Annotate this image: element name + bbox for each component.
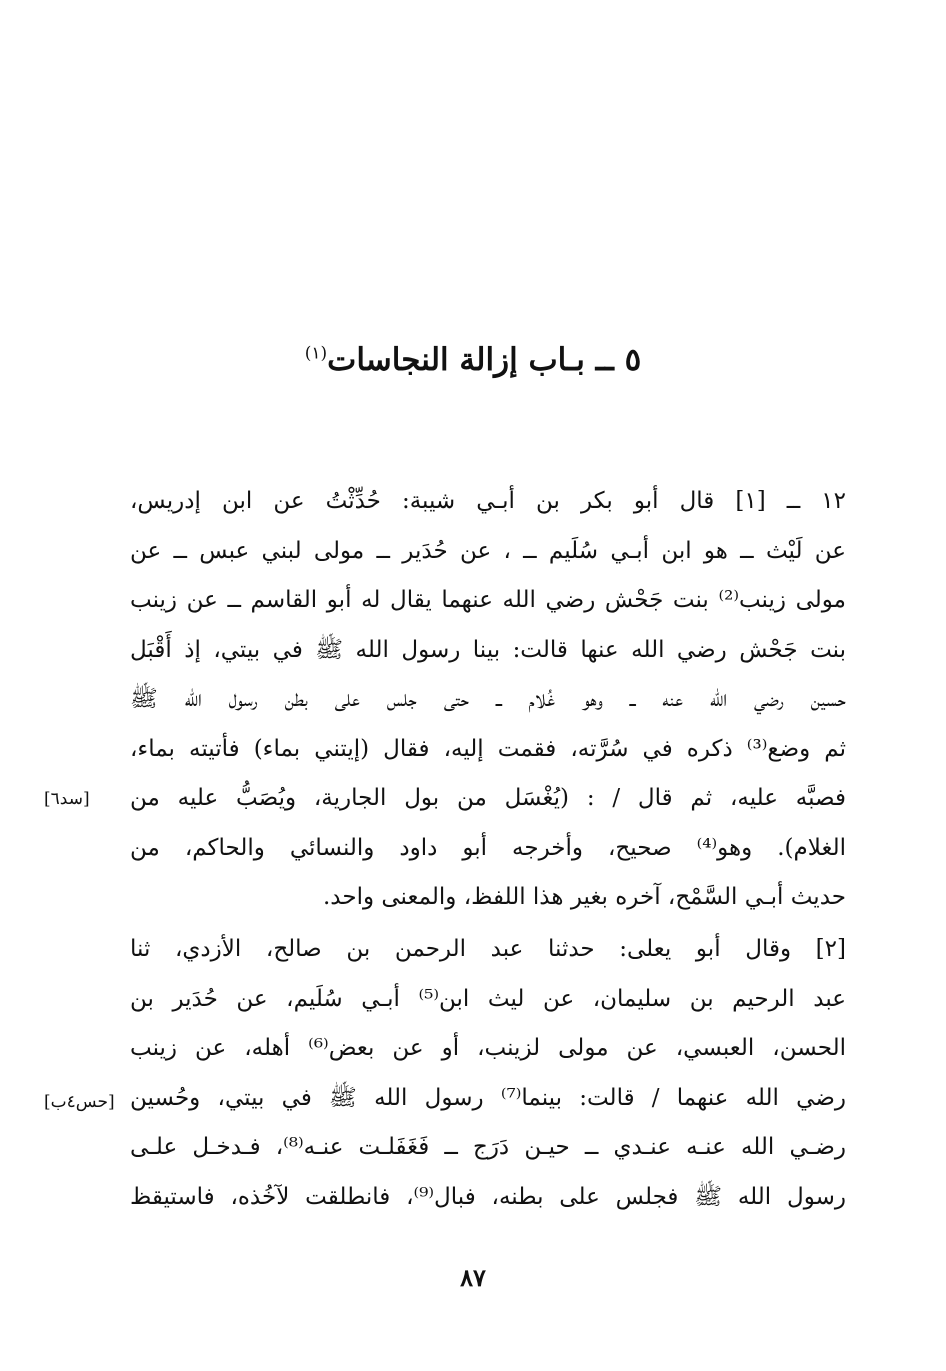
text-line: الغلام). وهو⁽⁴⁾ صحيح، وأخرجه أبو داود والنسائي والحاكم، من [130,834,846,861]
text-line: بنت جَحْش رضي الله عنها قالت: بينا رسول الله ﷺ في بيتي، إذ أَقْبَل [130,636,846,663]
text-line: حسين رضي الله عنه ــ وهو غُلام ــ حتى جلس على بطن رسول الله ﷺ [130,686,846,712]
margin-manuscript-note: [حس٤ب] [44,1092,115,1112]
hadith-paragraph-1 [130,477,846,923]
text-line: رضـي الله عنـه عنـدي ــ حيـن دَرَج ــ فَغَفَلـت عنـه⁽⁸⁾، فـدخـل علـى [130,1134,846,1160]
text-line: مولى زينب⁽²⁾ بنت جَحْش رضي الله عنهما يقال له أبو القاسم ــ عن زينب [130,587,846,613]
text-line: رسول الله ﷺ فجلس على بطنه، فبال⁽⁹⁾، فانطلقت لآخُذه، فاستيقظ [130,1183,846,1210]
title-footnote-ref: (١) [304,343,328,364]
margin-manuscript-note: [سد٦] [44,789,90,809]
text-line: رضي الله عنهما / قالت: بينما⁽⁷⁾ رسول الله ﷺ في بيتي، وحُسين [130,1084,846,1111]
text-line: عبد الرحيم بن سليمان، عن ليث ابن⁽⁵⁾ أبـي سُلَيم، عن حُدَير بن [130,985,846,1012]
page-number: ٨٧ [460,1263,486,1292]
text-line: [٢] وقال أبو يعلى: حدثنا عبد الرحمن بن صالح، الأزدي، ثنا [130,936,846,962]
text-line: فصبَّه عليه، ثم قال / : (يُغْسَل من بول الجارية، ويُصَبُّ عليه من [130,785,846,811]
text-line: ١٢ ــ [١] قال أبو بكر بن أبـي شيبة: حُدِّثْتُ عن ابن إدريس، [130,488,846,514]
text-line: عن لَيْث ــ هو ابن أبـي سُلَيم ــ ، عن حُدَير ــ مولى لبني عبس ــ عن [130,537,846,564]
text-line: الحسن، العبسي، عن مولى لزينب، أو عن بعض⁽⁶⁾ أهله، عن زينب [130,1035,846,1061]
chapter-title-text: ٥ ــ بـاب إزالة النجاسات [327,342,642,378]
chapter-title [0,342,946,378]
hadith-paragraph-2 [130,925,846,1222]
text-line: ثم وضع⁽³⁾ ذكره في سُرَّته، فقمت إليه، فقال (إيتني بماء) فأتيته بماء، [130,735,846,762]
text-line: حديث أبـي السَّمْح، آخره بغير هذا اللفظ، والمعنى واحد. [322,884,846,910]
